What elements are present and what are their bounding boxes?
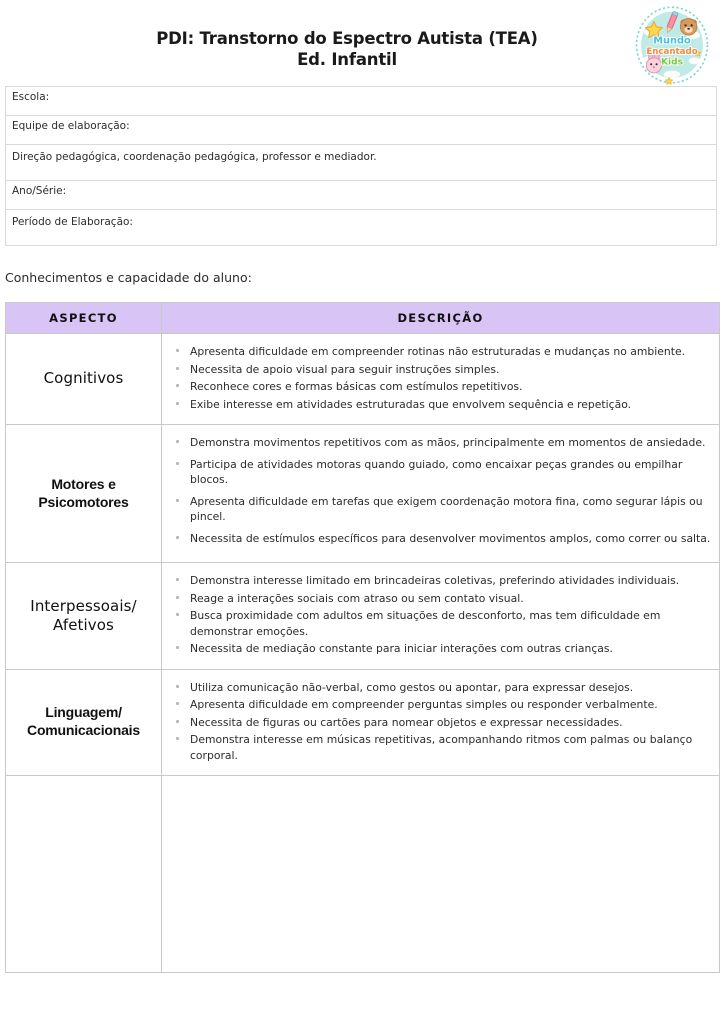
- list-item: Necessita de figuras ou cartões para nomear objetos e expressar necessidades.: [172, 715, 711, 731]
- table-row: [6, 425, 720, 563]
- svg-text:Encantado: Encantado: [646, 47, 698, 58]
- description-cell-linguagem-comunicacionais: [162, 669, 720, 776]
- aspect-label-line: Motores e: [51, 475, 116, 492]
- description-cell-empty[interactable]: [162, 776, 720, 973]
- list-item: Utiliza comunicação não-verbal, como gestos ou apontar, para expressar desejos.: [172, 680, 711, 696]
- list-item: Demonstra interesse em músicas repetitivas, acompanhando ritmos com palmas ou balanço corporal.: [172, 732, 711, 763]
- aspect-label-linguagem-comunicacionais: [6, 669, 162, 776]
- list-item: Demonstra interesse limitado em brincadeiras coletivas, preferindo atividades individuais.: [172, 573, 711, 589]
- document-header: [0, 0, 724, 86]
- column-header-aspecto: ASPECTO: [6, 303, 162, 334]
- aspect-label-line: Cognitivos: [43, 369, 124, 388]
- form-row-ano-serie: [6, 181, 717, 210]
- column-header-descricao: DESCRIÇÃO: [162, 303, 720, 334]
- list-item: Exibe interesse em atividades estruturadas que envolvem sequência e repetição.: [172, 397, 711, 413]
- list-item: Demonstra movimentos repetitivos com as mãos, principalmente em momentos de ansiedade.: [172, 435, 711, 451]
- form-row-escola: [6, 87, 717, 116]
- form-label-periodo[interactable]: Período de Elaboração:: [6, 210, 717, 246]
- list-item: Apresenta dificuldade em tarefas que exigem coordenação motora fina, como segurar lápis ou pincel.: [172, 494, 711, 525]
- aspect-label-cognitivos: [6, 334, 162, 425]
- description-cell-cognitivos: [162, 334, 720, 425]
- table-row: [6, 669, 720, 776]
- description-list: [172, 344, 711, 412]
- page-title-line-2: Ed. Infantil: [297, 50, 397, 69]
- form-label-equipe[interactable]: Equipe de elaboração:: [6, 116, 717, 145]
- list-item: Apresenta dificuldade em compreender perguntas simples ou responder verbalmente.: [172, 697, 711, 713]
- list-item: Busca proximidade com adultos em situações de desconforto, mas tem dificuldade em demonstrar emoções.: [172, 608, 711, 639]
- table-row: [6, 563, 720, 670]
- list-item: Necessita de mediação constante para iniciar interações com outras crianças.: [172, 641, 711, 657]
- svg-text:Mundo: Mundo: [653, 35, 691, 47]
- list-item: Reage a interações sociais com atraso ou sem contato visual.: [172, 591, 711, 607]
- form-row-equipe-detalhe: [6, 145, 717, 181]
- form-row-periodo: [6, 210, 717, 246]
- description-list: [172, 680, 711, 764]
- list-item: Apresenta dificuldade em compreender rotinas não estruturadas e mudanças no ambiente.: [172, 344, 711, 360]
- table-header-row: [6, 303, 720, 334]
- table-row: [6, 334, 720, 425]
- aspect-label-empty[interactable]: [6, 776, 162, 973]
- list-item: Necessita de estímulos específicos para desenvolver movimentos amplos, como correr ou salta.: [172, 531, 711, 547]
- aspect-label-line: Psicomotores: [38, 493, 129, 510]
- form-row-equipe: [6, 116, 717, 145]
- description-list: [172, 435, 711, 546]
- list-item: Reconhece cores e formas básicas com estímulos repetitivos.: [172, 379, 711, 395]
- form-label-escola[interactable]: Escola:: [6, 87, 717, 116]
- form-value-equipe-detalhe[interactable]: Direção pedagógica, coordenação pedagógica, professor e mediador.: [6, 145, 717, 181]
- aspect-label-line: Interpessoais/: [30, 596, 137, 615]
- aspect-label-line: Linguagem/: [45, 704, 122, 721]
- description-cell-motores-psicomotores: [162, 425, 720, 563]
- aspect-label-line: Comunicacionais: [27, 722, 140, 739]
- form-label-ano-serie[interactable]: Ano/Série:: [6, 181, 717, 210]
- svg-text:Kids: Kids: [661, 57, 683, 68]
- mundo-encantado-kids-logo: [634, 5, 710, 85]
- table-row-empty: [6, 776, 720, 973]
- aspect-label-interpessoais-afetivos: [6, 563, 162, 670]
- page-title: [0, 28, 724, 70]
- aspect-label-motores-psicomotores: [6, 425, 162, 563]
- aspect-description-table: [5, 302, 720, 973]
- identification-form-table: [5, 86, 717, 246]
- aspect-label-line: Afetivos: [53, 615, 114, 634]
- page-title-line-1: PDI: Transtorno do Espectro Autista (TEA): [156, 29, 538, 48]
- description-cell-interpessoais-afetivos: [162, 563, 720, 670]
- description-list: [172, 573, 711, 657]
- section-caption: Conhecimentos e capacidade do aluno:: [5, 270, 252, 285]
- list-item: Participa de atividades motoras quando guiado, como encaixar peças grandes ou empilhar blocos.: [172, 457, 711, 488]
- list-item: Necessita de apoio visual para seguir instruções simples.: [172, 362, 711, 378]
